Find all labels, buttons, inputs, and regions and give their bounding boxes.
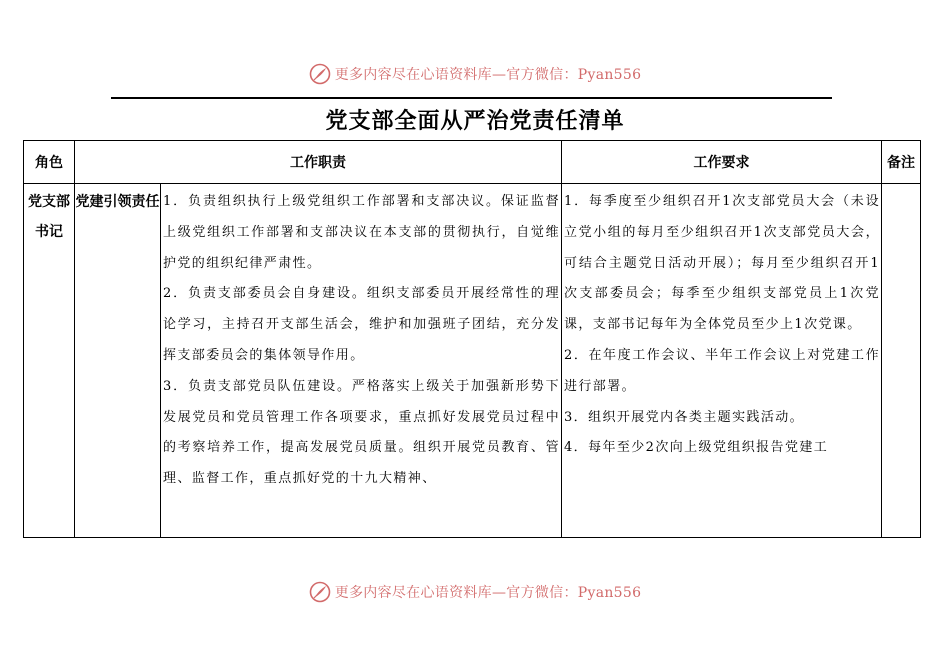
requirements-cell xyxy=(562,184,882,538)
duty-category-cell: 党建引领责任 xyxy=(75,184,161,538)
remarks-cell xyxy=(882,184,921,538)
requirement-item: 4．每年至少2次向上级党组织报告党建工 xyxy=(564,440,829,456)
table-row xyxy=(24,184,921,538)
duty-item: 1．负责组织执行上级党组织工作部署和支部决议。保证监督上级党组织工作部署和支部决议在本支部的贯彻执行，自觉维护党的组织纪律严肃性。 xyxy=(163,194,560,271)
table-header-row xyxy=(24,141,921,184)
role-cell: 党支部书记 xyxy=(24,184,75,538)
watermark-top xyxy=(0,60,950,88)
requirement-item: 3．组织开展党内各类主题实践活动。 xyxy=(564,409,805,425)
watermark-text: 更多内容尽在心语资料库—官方微信：Pyan556 xyxy=(334,585,642,601)
header-duties: 工作职责 xyxy=(75,141,562,184)
duties-cell xyxy=(161,184,562,538)
page-title: 党支部全面从严治党责任清单 xyxy=(325,108,625,134)
watermark-text: 更多内容尽在心语资料库—官方微信：Pyan556 xyxy=(334,67,642,83)
quill-seal-icon xyxy=(309,581,331,603)
header-rule xyxy=(111,97,832,99)
quill-seal-icon xyxy=(309,63,331,85)
header-requirements: 工作要求 xyxy=(562,141,882,184)
duty-item: 2．负责支部委员会自身建设。组织支部委员开展经常性的理论学习，主持召开支部生活会，维护和加强班子团结，充分发挥支部委员会的集体领导作用。 xyxy=(163,286,560,363)
duty-item: 3．负责支部党员队伍建设。严格落实上级关于加强新形势下发展党员和党员管理工作各项要求，重点抓好发展党员过程中的考察培养工作，提高发展党员质量。组织开展党员教育、管理、监督工作，重点抓好党的十九大精神、 xyxy=(163,378,560,487)
header-remarks: 备注 xyxy=(882,141,921,184)
watermark-bottom xyxy=(0,578,950,606)
requirement-item: 2．在年度工作会议、半年工作会议上对党建工作进行部署。 xyxy=(564,347,880,394)
requirement-item: 1．每季度至少组织召开1次支部党员大会（未设立党小组的每月至少组织召开1次支部党员大会，可结合主题党日活动开展）；每月至少组织召开1次支部委员会；每季至少组织支部党员上1次党课，支部书记每年为全体党员至少上1次党课。 xyxy=(564,194,880,333)
header-role: 角色 xyxy=(24,141,75,184)
responsibility-table xyxy=(23,140,921,538)
